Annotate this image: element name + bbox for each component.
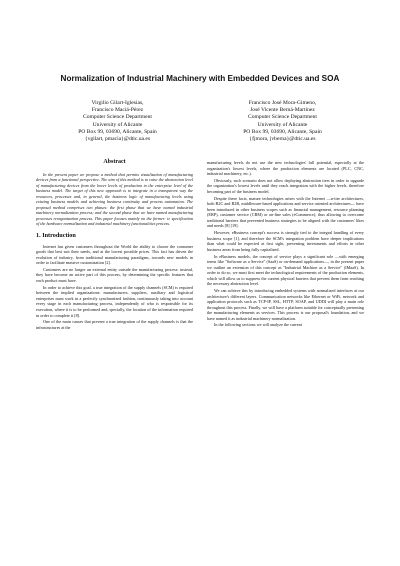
abstract-text: In the present paper we propose a method that permits visualization of manufacturing devices from a functional perspective. The aim of this method is to raise the abstraction level of manufacturing devices from the lower levels of production to the enterprise level of the business model. The target of this new approach is to integrate in a transparent way the resources, processes and, in general, the business logic of manufacturing levels using existing business models and achieving business continuity and process automation. The proposal method comprises two phases: the first phase that we have named industrial machinery normalization process; and the second phase that we have named manufacturing processes reorganization process. This paper focuses mainly on the former: ie specification of the hardware normalization and industrial machinery functionalities process. xyxy=(36,171,193,227)
author-names: Francisco Maciá-Pérez xyxy=(91,107,144,114)
author-group-right xyxy=(200,100,365,143)
body-paragraph: In the following sections we will analyze the current xyxy=(214,322,302,328)
body-paragraph: We can achieve this by introducing embedded systems with normalized interfaces at our architecture's different layers. Communication networks like Ethernet or WiFi, network and application protocols such as TCP-IP, SSL, HTTP, SOAP, and UDDI will play a main role throughout this process. Finally, we will have a platform suitable for conceptually presenting the manufacturing elements as services. This process is our proposal's foundation, and we have named it as industrial machinery normalization. xyxy=(207,287,364,321)
body-paragraph: One of the main causes that prevent a true integration of the supply channels is that the infrastructures at the xyxy=(36,319,193,330)
body-paragraph: In order to achieve this goal, a true integration of the supply channels (SCM) is required between the implied organizations: manufacturers, suppliers, auxiliary and logistical enterprises must work in a perfectly synchronized fashion, continuously taking into account every stage in each manufacturing process, independently of who is responsible for its execution, where it is to be performed and, specially, the location of the information required in order to complete it [8]. xyxy=(36,284,193,318)
author-names: José Vicente Berná-Martínez xyxy=(250,107,315,114)
author-university: University of Alicante xyxy=(92,121,143,128)
abstract-title: Abstract xyxy=(103,159,126,165)
author-university: University of Alicante xyxy=(257,121,308,128)
author-department: Computer Science Department xyxy=(83,114,152,121)
body-paragraph: manufacturing levels do not use the new technologies' full potential, especially at the organization's lowest levels, where the production elements are located (PLC, CNC, industrial machinery, etc.). xyxy=(207,160,364,177)
body-paragraph: Obviously, such scenario does not allow deploying abstraction tiers in order to upgrade the organization's lowest levels until they reach integration with the higher levels, therefore becoming part of the business model. xyxy=(207,177,364,194)
author-address: PO Box 99, 03690, Alicante, Spain xyxy=(78,128,157,135)
author-block xyxy=(35,100,365,143)
author-names: Francisco José Mora-Gimeno, xyxy=(248,100,317,106)
author-group-left xyxy=(35,100,200,143)
section-heading: 1. Introduction xyxy=(36,232,76,240)
right-column xyxy=(207,160,364,329)
paper-title: Normalization of Industrial Machinery with Embedded Devices and SOA xyxy=(60,74,340,83)
author-department: Computer Science Department xyxy=(248,114,317,121)
author-email: {fjmora, jvberna}@dtic.ua.es xyxy=(249,136,316,143)
author-address: PO Box 99, 03690, Alicante, Spain xyxy=(243,128,322,135)
author-email: {vgilart, pmacia}@dtic.ua.es xyxy=(84,136,151,143)
body-paragraph: Customers are no longer an external entity outside the manufacturing process: instead, they have become an active part of this process, by determining the specific features that each product must have. xyxy=(36,266,193,284)
body-paragraph: Despite these facts, mature technologies arises with the Internet —n-tier architectures, both B2C and B2B, middleware-based applications and service oriented architectures— have been introduced in other business scopes such as financial management, resource planning (ERP), customer service (CRM) or on-line sales (eCommerce), thus allowing to overcome traditional barriers that prevented business strategies to be aligned with the customers' likes and needs [8] [19]. xyxy=(207,195,364,229)
body-paragraph: Internet has given customers throughout the World the ability to choose the consumer goods that best suit their needs, and at the lowest possible prices. This fact has driven the evolution of industry, from traditional manufacturing paradigms, towards new models in order to facilitate massive customization [2]. xyxy=(36,243,193,266)
body-paragraph: However, eBusiness concept's success is strongly tied to the integral handling of every business scope [1], and therefore the SCM's integration problem have deeper implications than what could be expected at first sight, preventing investments and efforts in other business areas from being fully capitalized. xyxy=(207,230,364,252)
left-column xyxy=(36,160,193,332)
body-paragraph: In eBusiness models, the concept of service plays a significant role —with emerging terms like "Software as a Service" (SaaS) or on-demand applications—, in the present paper we outline an extension of this concept as "Industrial Machine as a Service" (IMaaS). In order to do so, we must first meet the technological requirements of the production elements, which will allow us to suppress the current physical barriers that prevent them from reaching the necessary abstraction level. xyxy=(207,253,364,287)
author-names: Virgilio Gilart-Iglesias, xyxy=(91,100,144,106)
abstract xyxy=(36,172,193,227)
